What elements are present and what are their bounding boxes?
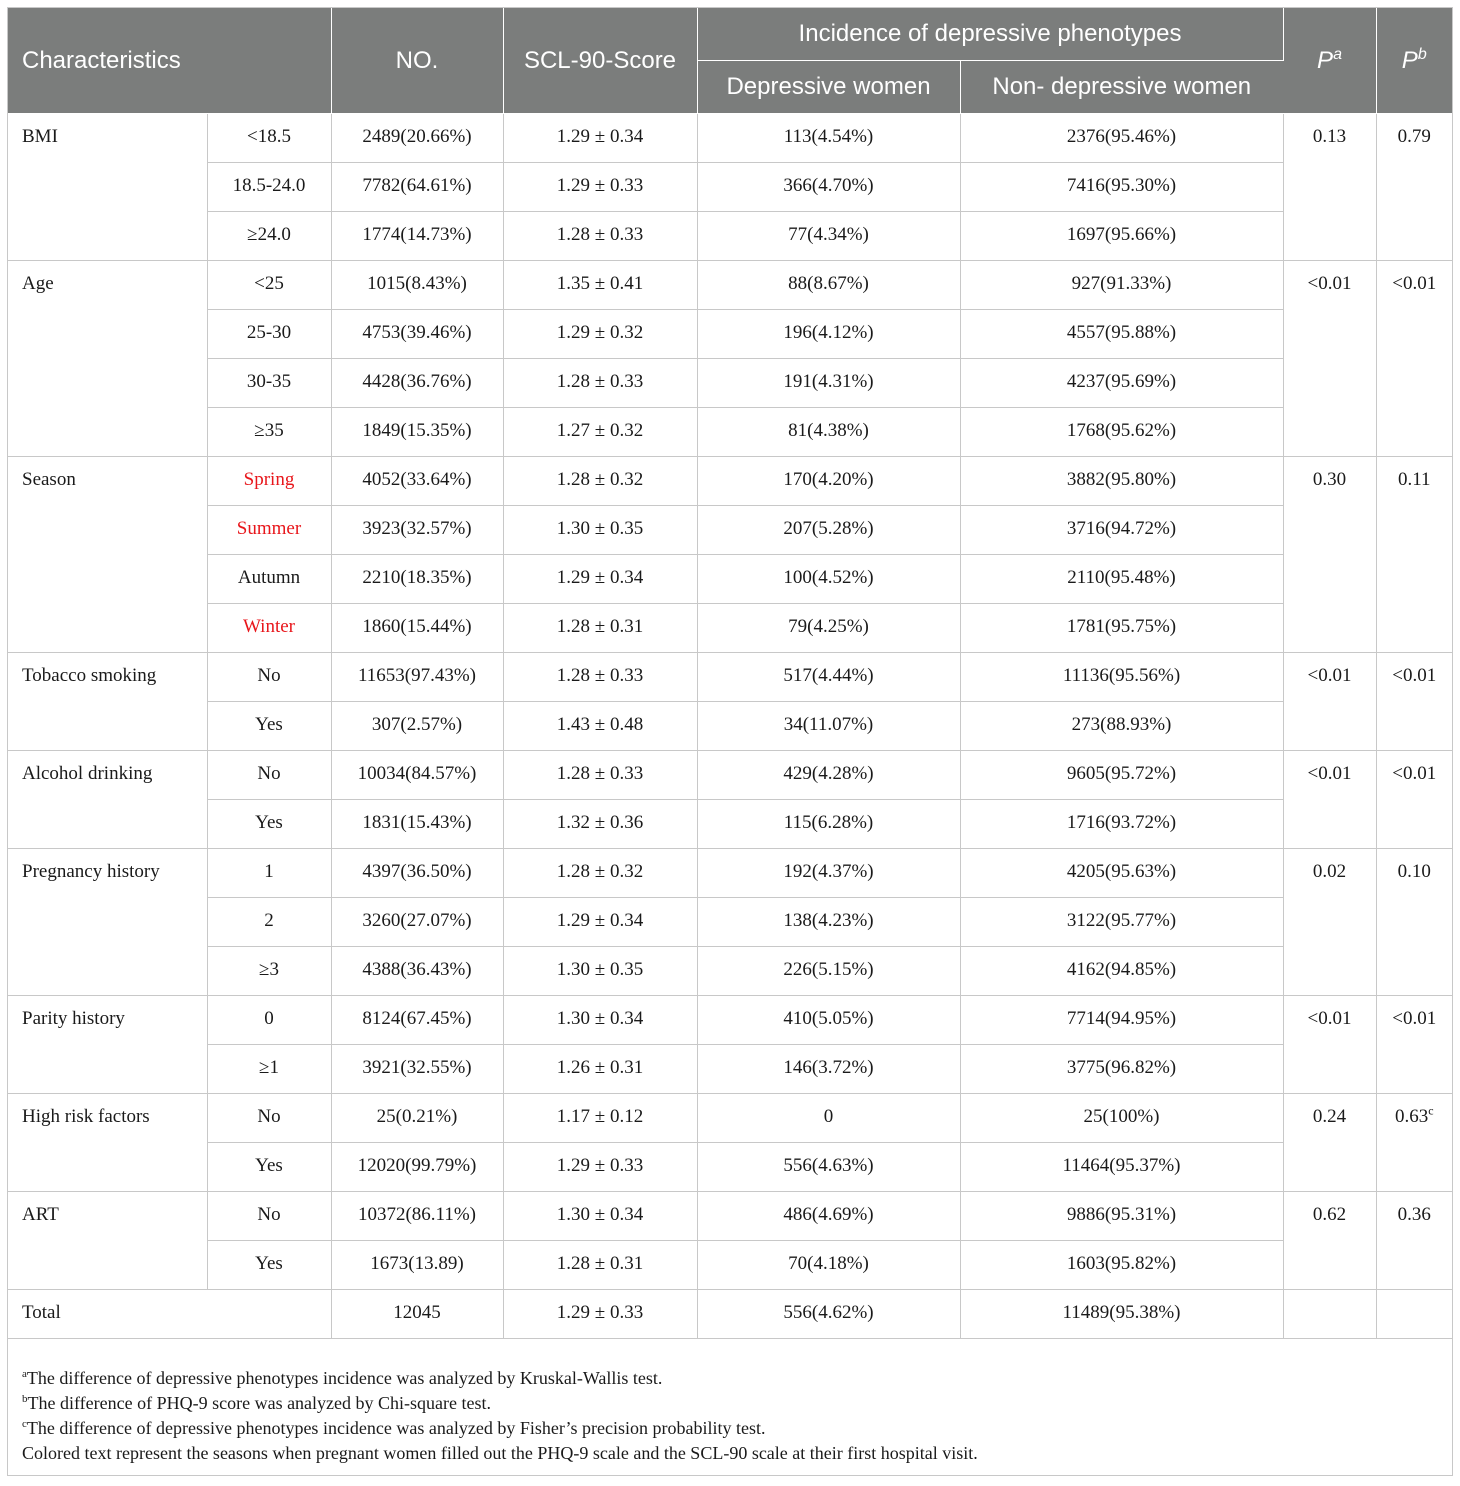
p-b-cell — [1376, 800, 1452, 849]
non-depressive-cell: 7714(94.95%) — [960, 996, 1283, 1045]
non-depressive-cell: 1697(95.66%) — [960, 212, 1283, 261]
header-non-depressive-women: Non- depressive women — [960, 61, 1283, 114]
characteristic-name: High risk factors — [8, 1094, 207, 1143]
p-value: <0.01 — [1392, 273, 1437, 294]
non-depressive-cell: 11136(95.56%) — [960, 653, 1283, 702]
scl90-score-cell: 1.29 ± 0.33 — [503, 1143, 697, 1192]
p-b-cell — [1376, 702, 1452, 751]
non-depressive-cell: 4162(94.85%) — [960, 947, 1283, 996]
characteristic-name: Pregnancy history — [8, 849, 207, 898]
depressive-cell: 146(3.72%) — [697, 1045, 960, 1094]
p-b-cell — [1376, 261, 1452, 310]
table-row — [8, 702, 1452, 751]
p-value: <0.01 — [1307, 273, 1352, 294]
footnote-mark: b — [22, 1393, 28, 1405]
level-cell: 18.5-24.0 — [207, 163, 331, 212]
level-cell: Yes — [207, 702, 331, 751]
p-b-cell — [1376, 1045, 1452, 1094]
p-value: 0.11 — [1397, 469, 1431, 490]
depressive-cell: 77(4.34%) — [697, 212, 960, 261]
non-depressive-cell: 3882(95.80%) — [960, 457, 1283, 506]
depressive-cell: 556(4.63%) — [697, 1143, 960, 1192]
p-b-cell — [1376, 1094, 1452, 1143]
scl90-score-cell: 1.29 ± 0.34 — [503, 555, 697, 604]
scl90-score-cell: 1.28 ± 0.32 — [503, 457, 697, 506]
p-a-cell — [1283, 898, 1376, 947]
p-a-cell — [1283, 1241, 1376, 1290]
level-cell: Autumn — [207, 555, 331, 604]
non-depressive-cell: 3716(94.72%) — [960, 506, 1283, 555]
characteristic-name: Tobacco smoking — [8, 653, 207, 702]
table-row — [8, 212, 1452, 261]
p-value: 0.02 — [1312, 861, 1347, 882]
scl90-score-cell: 1.43 ± 0.48 — [503, 702, 697, 751]
table-row — [8, 1192, 1452, 1241]
level-cell: Spring — [207, 457, 331, 506]
depressive-cell: 410(5.05%) — [697, 996, 960, 1045]
characteristic-name — [8, 408, 207, 457]
characteristic-name: Parity history — [8, 996, 207, 1045]
p-b-cell — [1376, 751, 1452, 800]
scl90-score-cell: 1.28 ± 0.31 — [503, 1241, 697, 1290]
header-scl90-score: SCL-90-Score — [503, 8, 697, 114]
p-a-cell — [1283, 261, 1376, 310]
p-value: 0.79 — [1397, 126, 1431, 147]
table-row — [8, 1241, 1452, 1290]
footnote-mark: a — [22, 1368, 27, 1380]
level-cell: 25-30 — [207, 310, 331, 359]
footnote-text: Colored text represent the seasons when pregnant women filled out the PHQ-9 scale and the SCL-90 scale at their first hospital visit. — [22, 1443, 978, 1463]
footnote-text: The difference of PHQ-9 score was analyzed by Chi-square test. — [27, 1393, 491, 1413]
total-scl90-score: 1.29 ± 0.33 — [503, 1290, 697, 1339]
depressive-cell: 170(4.20%) — [697, 457, 960, 506]
p-a-cell — [1283, 1094, 1376, 1143]
depressive-cell: 113(4.54%) — [697, 114, 960, 163]
characteristic-name — [8, 947, 207, 996]
count-cell: 12020(99.79%) — [331, 1143, 503, 1192]
p-a-cell — [1283, 849, 1376, 898]
non-depressive-cell: 4557(95.88%) — [960, 310, 1283, 359]
p-value: 0.62 — [1312, 1204, 1347, 1225]
scl90-score-cell: 1.30 ± 0.34 — [503, 996, 697, 1045]
depressive-cell: 0 — [697, 1094, 960, 1143]
p-b-cell — [1376, 947, 1452, 996]
count-cell: 307(2.57%) — [331, 702, 503, 751]
table-row — [8, 555, 1452, 604]
characteristic-name: ART — [8, 1192, 207, 1241]
header-incidence: Incidence of depressive phenotypes — [697, 8, 1283, 61]
scl90-score-cell: 1.29 ± 0.32 — [503, 310, 697, 359]
count-cell: 4388(36.43%) — [331, 947, 503, 996]
depressive-cell: 366(4.70%) — [697, 163, 960, 212]
p-b-cell — [1376, 457, 1452, 506]
p-a-cell — [1283, 163, 1376, 212]
non-depressive-cell: 2110(95.48%) — [960, 555, 1283, 604]
footnote — [22, 1391, 1442, 1416]
p-a-cell — [1283, 653, 1376, 702]
non-depressive-cell: 9886(95.31%) — [960, 1192, 1283, 1241]
count-cell: 3260(27.07%) — [331, 898, 503, 947]
p-b-cell — [1376, 555, 1452, 604]
total-count: 12045 — [331, 1290, 503, 1339]
characteristic-name — [8, 898, 207, 947]
table-row — [8, 898, 1452, 947]
scl90-score-cell: 1.30 ± 0.35 — [503, 506, 697, 555]
level-cell: 0 — [207, 996, 331, 1045]
p-a-cell — [1283, 359, 1376, 408]
table-row — [8, 408, 1452, 457]
count-cell: 3923(32.57%) — [331, 506, 503, 555]
count-cell: 4428(36.76%) — [331, 359, 503, 408]
scl90-score-cell: 1.28 ± 0.32 — [503, 849, 697, 898]
level-cell: ≥35 — [207, 408, 331, 457]
p-b-cell — [1376, 506, 1452, 555]
characteristic-name — [8, 604, 207, 653]
header-no: NO. — [331, 8, 503, 114]
p-value: <0.01 — [1392, 763, 1437, 784]
characteristic-name — [8, 163, 207, 212]
count-cell: 4052(33.64%) — [331, 457, 503, 506]
p-a-cell — [1283, 947, 1376, 996]
table-row — [8, 996, 1452, 1045]
p-b-cell — [1376, 212, 1452, 261]
non-depressive-cell: 3775(96.82%) — [960, 1045, 1283, 1094]
total-empty-p-cell — [1376, 1290, 1452, 1339]
total-depressive: 556(4.62%) — [697, 1290, 960, 1339]
count-cell: 1774(14.73%) — [331, 212, 503, 261]
non-depressive-cell: 11464(95.37%) — [960, 1143, 1283, 1192]
table-row — [8, 1143, 1452, 1192]
table-row — [8, 800, 1452, 849]
scl90-score-cell: 1.32 ± 0.36 — [503, 800, 697, 849]
p-b-cell — [1376, 1241, 1452, 1290]
header-p-b: $P^b$ — [1376, 8, 1452, 114]
table-row — [8, 163, 1452, 212]
p-b-cell — [1376, 359, 1452, 408]
level-cell: ≥3 — [207, 947, 331, 996]
p-b-cell — [1376, 1143, 1452, 1192]
scl90-score-cell: 1.30 ± 0.35 — [503, 947, 697, 996]
level-cell: ≥1 — [207, 1045, 331, 1094]
p-b-cell — [1376, 898, 1452, 947]
count-cell: 7782(64.61%) — [331, 163, 503, 212]
depressive-cell: 115(6.28%) — [697, 800, 960, 849]
characteristic-name — [8, 800, 207, 849]
depressive-cell: 138(4.23%) — [697, 898, 960, 947]
table-row — [8, 310, 1452, 359]
level-cell: <18.5 — [207, 114, 331, 163]
table-row — [8, 604, 1452, 653]
p-b-cell — [1376, 408, 1452, 457]
p-value: <0.01 — [1307, 763, 1352, 784]
depressive-cell: 429(4.28%) — [697, 751, 960, 800]
p-a-cell — [1283, 457, 1376, 506]
p-a-cell — [1283, 1192, 1376, 1241]
footnote — [22, 1416, 1442, 1441]
scl90-score-cell: 1.29 ± 0.34 — [503, 114, 697, 163]
characteristic-name: Season — [8, 457, 207, 506]
non-depressive-cell: 4205(95.63%) — [960, 849, 1283, 898]
non-depressive-cell: 3122(95.77%) — [960, 898, 1283, 947]
total-non-depressive: 11489(95.38%) — [960, 1290, 1283, 1339]
scl90-score-cell: 1.29 ± 0.34 — [503, 898, 697, 947]
total-label: Total — [8, 1290, 331, 1339]
footnote — [22, 1366, 1442, 1391]
count-cell: 11653(97.43%) — [331, 653, 503, 702]
scl90-score-cell: 1.26 ± 0.31 — [503, 1045, 697, 1094]
p-a-cell — [1283, 506, 1376, 555]
non-depressive-cell: 2376(95.46%) — [960, 114, 1283, 163]
p-value: <0.01 — [1307, 665, 1352, 686]
scl90-score-cell: 1.35 ± 0.41 — [503, 261, 697, 310]
depressive-cell: 70(4.18%) — [697, 1241, 960, 1290]
level-cell: Yes — [207, 1241, 331, 1290]
p-a-cell — [1283, 212, 1376, 261]
table-row — [8, 457, 1452, 506]
table-footnotes — [22, 1366, 1442, 1466]
p-value: <0.01 — [1392, 1008, 1437, 1029]
characteristic-name — [8, 506, 207, 555]
footnote-text: The difference of depressive phenotypes incidence was analyzed by Kruskal-Wallis test. — [26, 1368, 663, 1388]
footnote — [22, 1441, 1442, 1466]
characteristic-name — [8, 359, 207, 408]
p-a-cell — [1283, 702, 1376, 751]
scl90-score-cell: 1.28 ± 0.33 — [503, 653, 697, 702]
depressive-cell: 79(4.25%) — [697, 604, 960, 653]
non-depressive-cell: 9605(95.72%) — [960, 751, 1283, 800]
header-p-a: $P^a$ — [1283, 8, 1376, 114]
p-a-cell — [1283, 751, 1376, 800]
depressive-cell: 226(5.15%) — [697, 947, 960, 996]
total-empty-p-cell — [1283, 1290, 1376, 1339]
p-a-cell — [1283, 555, 1376, 604]
scl90-score-cell: 1.29 ± 0.33 — [503, 163, 697, 212]
count-cell: 8124(67.45%) — [331, 996, 503, 1045]
non-depressive-cell: 25(100%) — [960, 1094, 1283, 1143]
table-row — [8, 261, 1452, 310]
table-row — [8, 751, 1452, 800]
scl90-score-cell: 1.28 ± 0.33 — [503, 212, 697, 261]
level-cell: 1 — [207, 849, 331, 898]
depressive-cell: 81(4.38%) — [697, 408, 960, 457]
count-cell: 2489(20.66%) — [331, 114, 503, 163]
table-body — [8, 114, 1452, 1339]
header-characteristics: Characteristics — [8, 8, 331, 114]
p-a-cell — [1283, 1143, 1376, 1192]
count-cell: 10034(84.57%) — [331, 751, 503, 800]
characteristic-name — [8, 1045, 207, 1094]
non-depressive-cell: 1603(95.82%) — [960, 1241, 1283, 1290]
p-b-cell — [1376, 604, 1452, 653]
p-a-cell — [1283, 114, 1376, 163]
count-cell: 3921(32.55%) — [331, 1045, 503, 1094]
characteristic-name — [8, 212, 207, 261]
table-row — [8, 653, 1452, 702]
header-depressive-women: Depressive women — [697, 61, 960, 114]
non-depressive-cell: 4237(95.69%) — [960, 359, 1283, 408]
depressive-cell: 192(4.37%) — [697, 849, 960, 898]
footnote-mark: c — [22, 1418, 27, 1430]
table-row — [8, 947, 1452, 996]
p-a-cell — [1283, 1045, 1376, 1094]
p-value: 0.13 — [1312, 126, 1347, 147]
p-a-cell — [1283, 408, 1376, 457]
scl90-score-cell: 1.17 ± 0.12 — [503, 1094, 697, 1143]
level-cell: No — [207, 751, 331, 800]
p-b-cell — [1376, 996, 1452, 1045]
p-value: 0.36 — [1397, 1204, 1431, 1225]
p-value: 0.63 — [1394, 1106, 1429, 1127]
p-value: 0.10 — [1397, 861, 1431, 882]
characteristic-name: BMI — [8, 114, 207, 163]
p-value: 0.24 — [1312, 1106, 1347, 1127]
p-b-cell — [1376, 653, 1452, 702]
depressive-cell: 34(11.07%) — [697, 702, 960, 751]
count-cell: 4397(36.50%) — [331, 849, 503, 898]
count-cell: 10372(86.11%) — [331, 1192, 503, 1241]
scl90-score-cell: 1.28 ± 0.33 — [503, 359, 697, 408]
p-value: <0.01 — [1392, 665, 1437, 686]
footnote-text: The difference of depressive phenotypes incidence was analyzed by Fisher’s precision probability test. — [26, 1418, 766, 1438]
depressive-cell: 486(4.69%) — [697, 1192, 960, 1241]
non-depressive-cell: 1768(95.62%) — [960, 408, 1283, 457]
p-value: <0.01 — [1307, 1008, 1352, 1029]
level-cell: Yes — [207, 800, 331, 849]
level-cell: 30-35 — [207, 359, 331, 408]
depressive-cell: 88(8.67%) — [697, 261, 960, 310]
count-cell: 4753(39.46%) — [331, 310, 503, 359]
count-cell: 1860(15.44%) — [331, 604, 503, 653]
characteristic-name — [8, 702, 207, 751]
p-b-cell — [1376, 114, 1452, 163]
level-cell: ≥24.0 — [207, 212, 331, 261]
level-cell: Summer — [207, 506, 331, 555]
total-row — [8, 1290, 1452, 1339]
table-frame — [7, 7, 1453, 1476]
depressive-cell: 517(4.44%) — [697, 653, 960, 702]
table-row — [8, 1045, 1452, 1094]
scl90-score-cell: 1.28 ± 0.33 — [503, 751, 697, 800]
p-value: 0.30 — [1312, 469, 1347, 490]
characteristic-name: Age — [8, 261, 207, 310]
non-depressive-cell: 7416(95.30%) — [960, 163, 1283, 212]
level-cell: No — [207, 1192, 331, 1241]
p-value-footnote-mark: c — [1428, 1103, 1434, 1118]
table-header — [8, 8, 1452, 114]
depressive-cell: 100(4.52%) — [697, 555, 960, 604]
scl90-score-cell: 1.30 ± 0.34 — [503, 1192, 697, 1241]
level-cell: Yes — [207, 1143, 331, 1192]
level-cell: No — [207, 653, 331, 702]
table-row — [8, 359, 1452, 408]
count-cell: 1849(15.35%) — [331, 408, 503, 457]
p-b-cell — [1376, 1192, 1452, 1241]
characteristic-name — [8, 1241, 207, 1290]
count-cell: 1673(13.89) — [331, 1241, 503, 1290]
depressive-cell: 191(4.31%) — [697, 359, 960, 408]
table-row — [8, 506, 1452, 555]
p-a-cell — [1283, 604, 1376, 653]
level-cell: Winter — [207, 604, 331, 653]
p-b-cell — [1376, 849, 1452, 898]
scl90-score-cell: 1.27 ± 0.32 — [503, 408, 697, 457]
count-cell: 25(0.21%) — [331, 1094, 503, 1143]
table-row — [8, 849, 1452, 898]
characteristic-name — [8, 310, 207, 359]
count-cell: 2210(18.35%) — [331, 555, 503, 604]
p-b-cell — [1376, 310, 1452, 359]
non-depressive-cell: 1781(95.75%) — [960, 604, 1283, 653]
scl90-score-cell: 1.28 ± 0.31 — [503, 604, 697, 653]
level-cell: 2 — [207, 898, 331, 947]
p-a-cell — [1283, 996, 1376, 1045]
depressive-cell: 196(4.12%) — [697, 310, 960, 359]
characteristic-name: Alcohol drinking — [8, 751, 207, 800]
level-cell: <25 — [207, 261, 331, 310]
characteristics-table — [8, 8, 1452, 1339]
p-b-cell — [1376, 163, 1452, 212]
non-depressive-cell: 1716(93.72%) — [960, 800, 1283, 849]
table-row — [8, 1094, 1452, 1143]
characteristic-name — [8, 555, 207, 604]
p-a-cell — [1283, 310, 1376, 359]
non-depressive-cell: 927(91.33%) — [960, 261, 1283, 310]
table-row — [8, 114, 1452, 163]
non-depressive-cell: 273(88.93%) — [960, 702, 1283, 751]
level-cell: No — [207, 1094, 331, 1143]
characteristic-name — [8, 1143, 207, 1192]
count-cell: 1015(8.43%) — [331, 261, 503, 310]
p-a-cell — [1283, 800, 1376, 849]
count-cell: 1831(15.43%) — [331, 800, 503, 849]
depressive-cell: 207(5.28%) — [697, 506, 960, 555]
